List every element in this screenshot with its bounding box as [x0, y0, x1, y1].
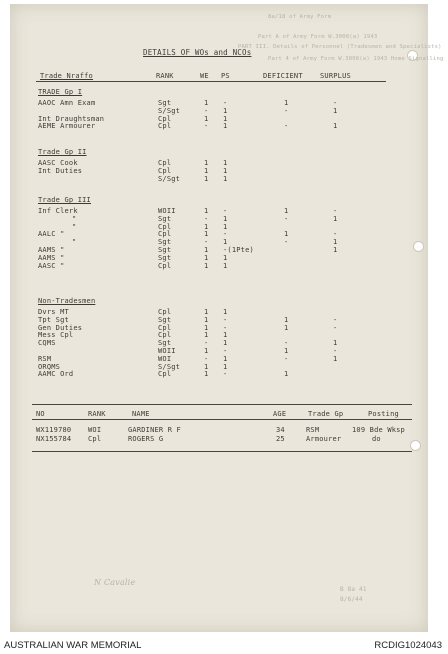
personnel-header-rank: RANK: [88, 410, 106, 418]
personnel-name: GARDINER R F: [128, 426, 181, 434]
cell-we: -: [204, 122, 209, 131]
cell-def: 1: [284, 207, 289, 215]
personnel-name: ROGERS G: [128, 435, 164, 443]
cell-we: 1: [204, 230, 209, 239]
cell-rank: WOI: [158, 354, 172, 363]
cell-ps: 1: [223, 339, 228, 348]
cell-we: 1: [204, 246, 209, 254]
cell-sur: -: [333, 99, 338, 107]
personnel-bottom-rule: [32, 451, 412, 452]
header-rank: RANK: [156, 72, 174, 80]
cell-we: 1: [204, 315, 209, 324]
cell-ps: -: [223, 207, 228, 215]
personnel-header-rule: [32, 419, 412, 420]
personnel-age: 25: [276, 435, 285, 443]
cell-trade: Gen Duties: [38, 323, 83, 332]
cell-rank: Sgt: [158, 214, 172, 223]
cell-ps: 1: [223, 166, 228, 175]
personnel-posting: 109 Bde Wksp: [352, 426, 405, 434]
cell-def: 1: [284, 370, 289, 379]
cell-rank: Cpl: [158, 370, 172, 379]
cell-def: -: [284, 354, 289, 363]
personnel-no: NX155784: [36, 435, 72, 443]
faint-text-top2: Part A of Army Form W.3008(a) 1943: [258, 34, 378, 40]
cell-trade: Int Draughtsman: [38, 114, 105, 123]
faint-text-top1: 8a/18 of Army Form: [268, 14, 332, 20]
cell-sur: -: [333, 315, 338, 324]
cell-def: -: [284, 214, 289, 223]
header-rule: [36, 81, 386, 82]
cell-def: -: [284, 339, 289, 348]
cell-trade: AAOC Amn Exam: [38, 99, 96, 107]
cell-rank: Sgt: [158, 253, 172, 262]
cell-ps: 1: [223, 362, 228, 371]
cell-def: 1: [284, 347, 289, 355]
personnel-trade: RSM: [306, 426, 320, 434]
cell-ps: 1: [223, 106, 228, 115]
cell-we: 1: [204, 222, 209, 231]
cell-trade: AEME Armourer: [38, 122, 96, 131]
cell-rank: Sgt: [158, 339, 172, 348]
cell-ps: 1: [223, 261, 228, 270]
cell-def: 1: [284, 230, 289, 239]
cell-we: 1: [204, 323, 209, 332]
cell-ps: 1: [223, 122, 228, 131]
cell-rank: Cpl: [158, 308, 172, 316]
cell-we: 1: [204, 261, 209, 270]
cell-def: -: [284, 106, 289, 115]
cell-we: -: [204, 238, 209, 247]
group-label: Non-Tradesmen: [38, 297, 96, 305]
cell-sur: 1: [333, 238, 338, 247]
cell-we: 1: [204, 308, 209, 316]
cell-trade: CQMS: [38, 339, 56, 348]
cell-ps: 1: [223, 159, 228, 167]
cell-sur: -: [333, 323, 338, 332]
faint-text-top3: PART III. Details of Personnel (Tradesmen and Specialists): [238, 44, 442, 50]
cell-ps: -: [223, 230, 228, 239]
personnel-header-trade: Trade Gp: [308, 410, 344, 418]
cell-trade: ": [72, 238, 77, 247]
cell-rank: S/Sgt: [158, 362, 181, 371]
faint-text-top4: Part 4 of Army Form W.3008(a) 1943 Home Signalling: [268, 56, 444, 62]
cell-ps: -: [223, 99, 228, 107]
cell-we: -: [204, 339, 209, 348]
faint-stamp-1: B 8a 41: [340, 586, 367, 593]
cell-rank: Cpl: [158, 222, 172, 231]
personnel-header-name: NAME: [132, 410, 150, 418]
cell-we: -: [204, 106, 209, 115]
cell-rank: Cpl: [158, 114, 172, 123]
cell-ps: 1: [223, 114, 228, 123]
cell-trade: RSM: [38, 354, 52, 363]
document-title: DETAILS OF WOs and NCOs: [143, 48, 252, 57]
personnel-trade: Armourer: [306, 435, 342, 443]
punch-hole-bottom: [410, 440, 421, 451]
cell-def: 1: [284, 323, 289, 332]
cell-rank: Sgt: [158, 315, 172, 324]
personnel-top-rule: [32, 404, 412, 405]
cell-we: 1: [204, 207, 209, 215]
cell-rank: Cpl: [158, 159, 172, 167]
cell-rank: WOII: [158, 207, 176, 215]
cell-trade: ORQMS: [38, 362, 61, 371]
personnel-posting: do: [372, 435, 381, 443]
cell-sur: 1: [333, 214, 338, 223]
personnel-rank: WOI: [88, 426, 102, 434]
personnel-age: 34: [276, 426, 285, 434]
cell-sur: 1: [333, 339, 338, 348]
group-label: Trade Gp III: [38, 196, 91, 204]
cell-sur: -: [333, 230, 338, 239]
cell-ps: 1: [223, 253, 228, 262]
footer-record-id: RCDIG1024043: [374, 640, 442, 651]
footer-institution: AUSTRALIAN WAR MEMORIAL: [4, 640, 142, 651]
cell-ps: 1: [223, 174, 228, 183]
cell-ps: -: [223, 347, 228, 355]
personnel-no: WX119780: [36, 426, 72, 434]
faint-stamp-2: 8/6/44: [340, 596, 363, 603]
group-label: TRADE Gp I: [38, 88, 83, 96]
cell-we: -: [204, 214, 209, 223]
cell-ps: 1: [223, 222, 228, 231]
cell-trade: ": [72, 214, 77, 223]
cell-rank: S/Sgt: [158, 106, 181, 115]
cell-trade: AAMS ": [38, 246, 65, 254]
cell-ps: 1: [223, 308, 228, 316]
cell-trade: Mess Cpl: [38, 331, 74, 340]
cell-rank: Cpl: [158, 323, 172, 332]
cell-ps: 1: [223, 331, 228, 340]
personnel-header-posting: Posting: [368, 410, 399, 418]
cell-sur: 1: [333, 246, 338, 254]
faint-signature: N Cavalie: [94, 578, 136, 587]
cell-sur: 1: [333, 354, 338, 363]
cell-def: -: [284, 122, 289, 131]
personnel-header-age: AGE: [273, 410, 287, 418]
cell-trade: AASC ": [38, 261, 65, 270]
personnel-rank: Cpl: [88, 435, 102, 443]
cell-rank: Cpl: [158, 331, 172, 340]
cell-we: 1: [204, 347, 209, 355]
cell-sur: 1: [333, 106, 338, 115]
cell-we: 1: [204, 159, 209, 167]
cell-trade: Dvrs MT: [38, 308, 69, 316]
punch-hole-middle: [413, 241, 424, 252]
header-we: WE: [200, 72, 209, 80]
cell-rank: Cpl: [158, 166, 172, 175]
cell-we: 1: [204, 166, 209, 175]
cell-we: -: [204, 354, 209, 363]
cell-we: 1: [204, 331, 209, 340]
cell-sur: -: [333, 347, 338, 355]
cell-rank: Cpl: [158, 122, 172, 131]
header-trade: Trade Nraffo: [40, 72, 93, 80]
cell-trade: AASC Cook: [38, 159, 78, 167]
cell-we: 1: [204, 114, 209, 123]
cell-we: 1: [204, 253, 209, 262]
cell-rank: WOII: [158, 347, 176, 355]
cell-def: 1: [284, 315, 289, 324]
header-surplus: SURPLUS: [320, 72, 351, 80]
cell-rank: Sgt: [158, 246, 172, 254]
cell-trade: AALC ": [38, 230, 65, 239]
cell-we: 1: [204, 370, 209, 379]
cell-ps: 1: [223, 354, 228, 363]
personnel-header-no: NO: [36, 410, 45, 418]
cell-we: 1: [204, 99, 209, 107]
cell-we: 1: [204, 174, 209, 183]
cell-we: 1: [204, 362, 209, 371]
cell-sur: -: [333, 207, 338, 215]
cell-ps: -: [223, 323, 228, 332]
cell-rank: Sgt: [158, 238, 172, 247]
header-ps: PS: [221, 72, 230, 80]
cell-rank: Sgt: [158, 99, 172, 107]
header-deficient: DEFICIENT: [263, 72, 303, 80]
cell-trade: AAMS ": [38, 253, 65, 262]
cell-rank: S/Sgt: [158, 174, 181, 183]
cell-trade: Tpt Sgt: [38, 315, 69, 324]
cell-def: 1: [284, 99, 289, 107]
cell-ps: 1: [223, 214, 228, 223]
cell-ps: 1: [223, 238, 228, 247]
cell-rank: Cpl: [158, 261, 172, 270]
cell-rank: Cpl: [158, 230, 172, 239]
cell-ps: -: [223, 315, 228, 324]
cell-ps: -(1Pte): [223, 246, 254, 254]
cell-trade: Inf Clerk: [38, 207, 78, 215]
cell-ps: -: [223, 370, 228, 379]
group-label: Trade Gp II: [38, 148, 87, 156]
cell-trade: ": [72, 222, 77, 231]
cell-trade: Int Duties: [38, 166, 83, 175]
cell-def: -: [284, 238, 289, 247]
cell-sur: 1: [333, 122, 338, 131]
archive-footer: [0, 636, 448, 654]
cell-trade: AAMC Ord: [38, 370, 74, 379]
